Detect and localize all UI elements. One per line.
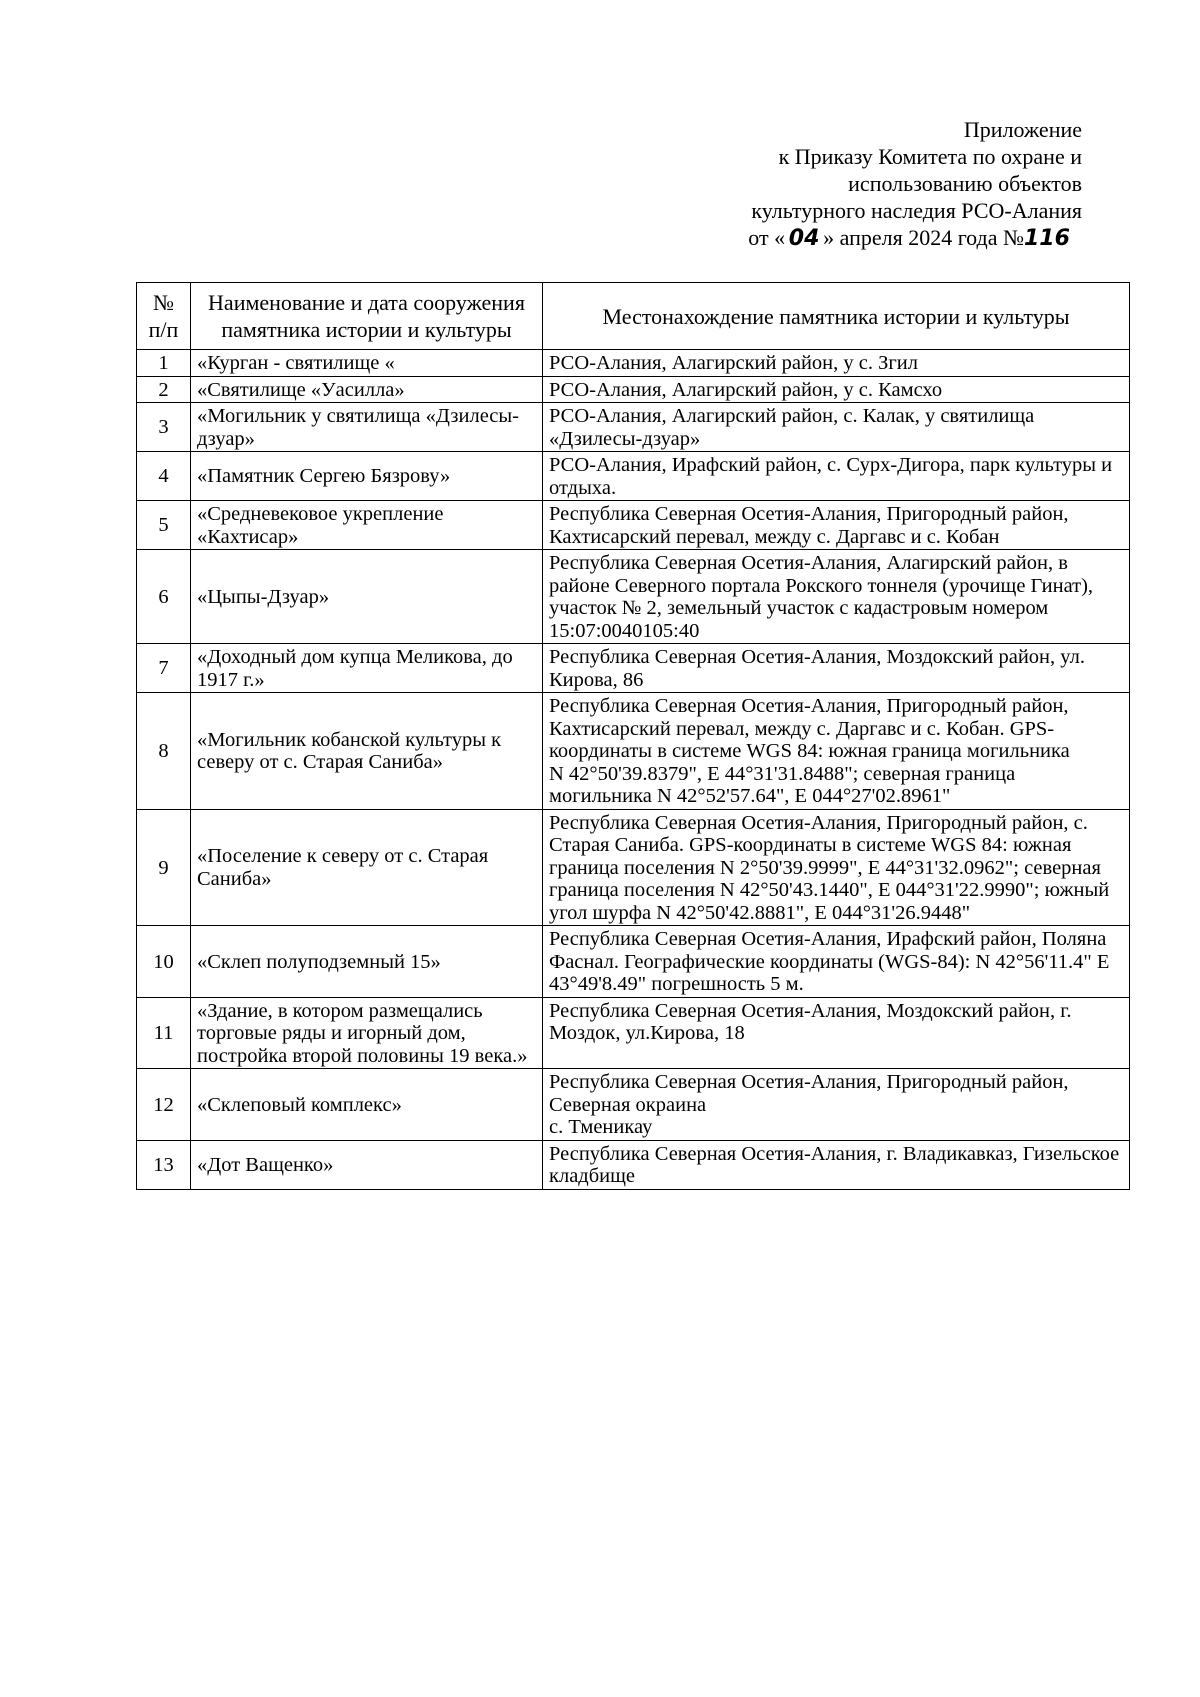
date-prefix: от « <box>748 225 786 250</box>
table-body <box>137 350 1130 1190</box>
order-number-field <box>1024 224 1082 252</box>
table-row <box>137 350 1130 377</box>
handwritten-day: 04 <box>788 226 820 251</box>
monument-location: Республика Северная Осетия-Алания, Алагирский район, в районе Северного портала Рокского тоннеля (урочище Гинат), участок № 2, земельный участок с кадастровым номером 15:07:0040105:40 <box>543 550 1130 644</box>
row-number: 2 <box>137 376 191 403</box>
row-number: 10 <box>137 926 191 998</box>
monument-location: Республика Северная Осетия-Алания, Пригородный район, Кахтисарский перевал, между с. Даргавс и с. Кобан. GPS-координаты в системе WGS 84: южная граница могильника N 42°50'39.8379", E 44°31'31.8488"; северная граница могильника N 42°52'57.64", E 044°27'02.8961" <box>543 693 1130 810</box>
table-row <box>137 693 1130 810</box>
table-row <box>137 644 1130 693</box>
table-row <box>137 1069 1130 1141</box>
row-number: 8 <box>137 693 191 810</box>
monument-location: РСО-Алания, Алагирский район, с. Калак, у святилища «Дзилесы-дзуар» <box>543 403 1130 452</box>
date-day-field <box>785 224 823 252</box>
row-number: 5 <box>137 501 191 550</box>
table-row <box>137 550 1130 644</box>
monument-name: «Здание, в котором размещались торговые ряды и игорный дом, постройка второй половины 19 века.» <box>191 997 543 1069</box>
table-row <box>137 809 1130 926</box>
table-row <box>137 452 1130 501</box>
monument-location: Республика Северная Осетия-Алания, г. Владикавказ, Гизельское кладбище <box>543 1140 1130 1189</box>
table-row <box>137 403 1130 452</box>
monument-location: Республика Северная Осетия-Алания, Моздокский район, г. Моздок, ул.Кирова, 18 <box>543 997 1130 1069</box>
monument-location: РСО-Алания, Алагирский район, у с. Згил <box>543 350 1130 377</box>
monument-location: Республика Северная Осетия-Алания, Ирафский район, Поляна Фаснал. Географические координаты (WGS-84): N 42°56'11.4" E 43°49'8.49" погрешность 5 м. <box>543 926 1130 998</box>
monument-location: РСО-Алания, Алагирский район, у с. Камсхо <box>543 376 1130 403</box>
monument-name: «Доходный дом купца Меликова, до 1917 г.» <box>191 644 543 693</box>
appendix-title: Приложение <box>963 117 1082 142</box>
monument-name: «Памятник Сергею Бязрову» <box>191 452 543 501</box>
monument-name: «Склеповый комплекс» <box>191 1069 543 1141</box>
monument-location: Республика Северная Осетия-Алания, Моздокский район, ул. Кирова, 86 <box>543 644 1130 693</box>
table-row <box>137 997 1130 1069</box>
handwritten-order-number: 116 <box>1024 226 1070 251</box>
column-header-location: Местонахождение памятника истории и культуры <box>543 283 1130 350</box>
appendix-line-usage: использованию объектов <box>848 171 1082 196</box>
monument-location: Республика Северная Осетия-Алания, Пригородный район, Кахтисарский перевал, между с. Даргавс и с. Кобан <box>543 501 1130 550</box>
date-middle: » апреля 2024 года № <box>823 225 1024 250</box>
table-row <box>137 376 1130 403</box>
appendix-date-line <box>748 224 1082 252</box>
monument-name: «Святилище «Уасилла» <box>191 376 543 403</box>
monument-name: «Поселение к северу от с. Старая Саниба» <box>191 809 543 926</box>
row-number: 12 <box>137 1069 191 1141</box>
table-row <box>137 926 1130 998</box>
column-header-name: Наименование и дата сооружения памятника истории и культуры <box>191 283 543 350</box>
monument-name: «Склеп полуподземный 15» <box>191 926 543 998</box>
table-header-row <box>137 283 1130 350</box>
appendix-header <box>748 116 1082 252</box>
row-number: 9 <box>137 809 191 926</box>
monument-name: «Могильник у святилища «Дзилесы-дзуар» <box>191 403 543 452</box>
monument-location: Республика Северная Осетия-Алания, Пригородный район, Северная окраина с. Тменикау <box>543 1069 1130 1141</box>
monuments-table <box>136 282 1130 1190</box>
row-number: 7 <box>137 644 191 693</box>
row-number: 4 <box>137 452 191 501</box>
monument-location: Республика Северная Осетия-Алания, Пригородный район, с. Старая Саниба. GPS-координаты в системе WGS 84: южная граница поселения N 2°50'39.9999", E 44°31'32.0962"; северная граница поселения N 42°50'43.1440", E 044°31'22.9990"; южный угол шурфа N 42°50'42.8881", E 044°31'26.9448" <box>543 809 1130 926</box>
monument-name: «Курган - святилище « <box>191 350 543 377</box>
row-number: 11 <box>137 997 191 1069</box>
appendix-line-committee: культурного наследия РСО-Алания <box>751 198 1082 223</box>
monument-name: «Цыпы-Дзуар» <box>191 550 543 644</box>
monument-name: «Могильник кобанской культуры к северу от с. Старая Саниба» <box>191 693 543 810</box>
row-number: 13 <box>137 1140 191 1189</box>
row-number: 1 <box>137 350 191 377</box>
monument-name: «Средневековое укрепление «Кахтисар» <box>191 501 543 550</box>
row-number: 6 <box>137 550 191 644</box>
table-row <box>137 501 1130 550</box>
monument-name: «Дот Ващенко» <box>191 1140 543 1189</box>
column-header-number: № п/п <box>137 283 191 350</box>
appendix-line-order: к Приказу Комитета по охране и <box>778 144 1082 169</box>
table-head <box>137 283 1130 350</box>
table-row <box>137 1140 1130 1189</box>
row-number: 3 <box>137 403 191 452</box>
monument-location: РСО-Алания, Ирафский район, с. Сурх-Дигора, парк культуры и отдыха. <box>543 452 1130 501</box>
